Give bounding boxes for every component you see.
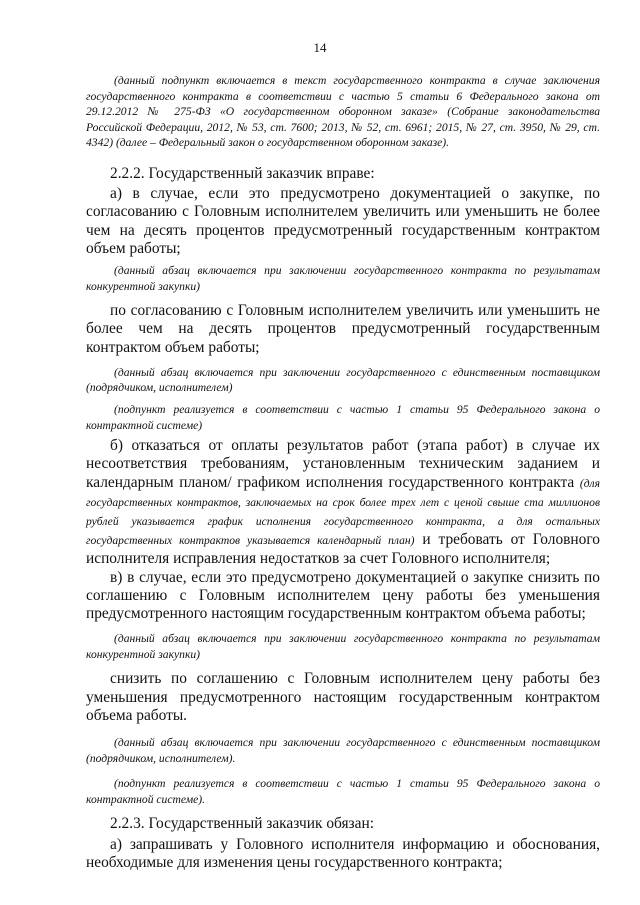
note-paragraph: (подпункт реализуется в соответствии с частью 1 статьи 95 Федерального закона о контрактной системе) [86,402,600,432]
note-paragraph: (данный абзац включается при заключении государственного контракта по результатам конкурентной закупки) [86,632,600,661]
inline-note: (для государственных контрактов, заключаемых на срок более трех лет с ценой свыше ста миллионов рублей указывается график исполнения государственного контракта, а для остальных государственных контрактов указывается календарный план) [86,476,600,548]
note-paragraph: (данный подпункт включается в текст государственного контракта в случае заключения государственного контракта в соответствии с частью 5 статьи 6 Федерального закона от 29.12.2012 № 275-ФЗ «О государственном оборонном заказе» (Собрание законодательства Российской Федерации, 2012, № 53, ст. 7600; 2013, № 52, ст. 6961; 2015, № 27, ст. 3950, № 29, ст. 4342) (далее – Федеральный закон о государственном оборонном заказе). [86,74,600,150]
document-body [86,73,600,872]
clause-heading: 2.2.3. Государственный заказчик обязан: [110,815,374,833]
clause-text: по согласованию с Головным исполнителем увеличить или уменьшить не более чем на десять процентов предусмотренный государственным контрактом объем работы; [86,302,600,356]
clause-text: и требовать от Головного исполнителя исправления недостатков за счет Головного исполнителя; [86,531,600,568]
clause-heading: 2.2.2. Государственный заказчик вправе: [110,164,375,182]
note-paragraph: (подпункт реализуется в соответствии с частью 1 статьи 95 Федерального закона о контрактной системе). [86,777,600,806]
clause-text: б) отказаться от оплаты результатов работ (этапа работ) в случае их несоответствия требованиям, установленным техническим заданием и календарным планом/ графиком исполнения государственного контракта [86,437,600,491]
note-paragraph: (данный абзац включается при заключении государственного с единственным поставщиком (подрядчиком, исполнителем) [86,365,600,395]
page-number: 14 [313,40,327,55]
note-paragraph: (данный абзац включается при заключении государственного с единственным поставщиком (подрядчиком, исполнителем). [86,735,600,765]
clause-text: в) в случае, если это предусмотрено документацией о закупке снизить по соглашению с Головным исполнителем цену работы без уменьшения предусмотренного настоящим государственным контрактом объема работы; [86,568,600,622]
clause-text-with-inline-note [86,437,600,568]
note-paragraph: (данный абзац включается при заключении государственного контракта по результатам конкурентной закупки) [86,263,600,293]
clause-text: а) в случае, если это предусмотрено документацией о закупке, по согласованию с Головным исполнителем увеличить или уменьшить не более чем на десять процентов предусмотренный государственным контрактом объем работы; [86,185,600,257]
clause-text: снизить по соглашению с Головным исполнителем цену работы без уменьшения предусмотренного настоящим государственным контрактом объема работы. [86,670,600,724]
clause-text: а) запрашивать у Головного исполнителя информацию и обоснования, необходимые для изменения цены государственного контракта; [86,835,600,871]
